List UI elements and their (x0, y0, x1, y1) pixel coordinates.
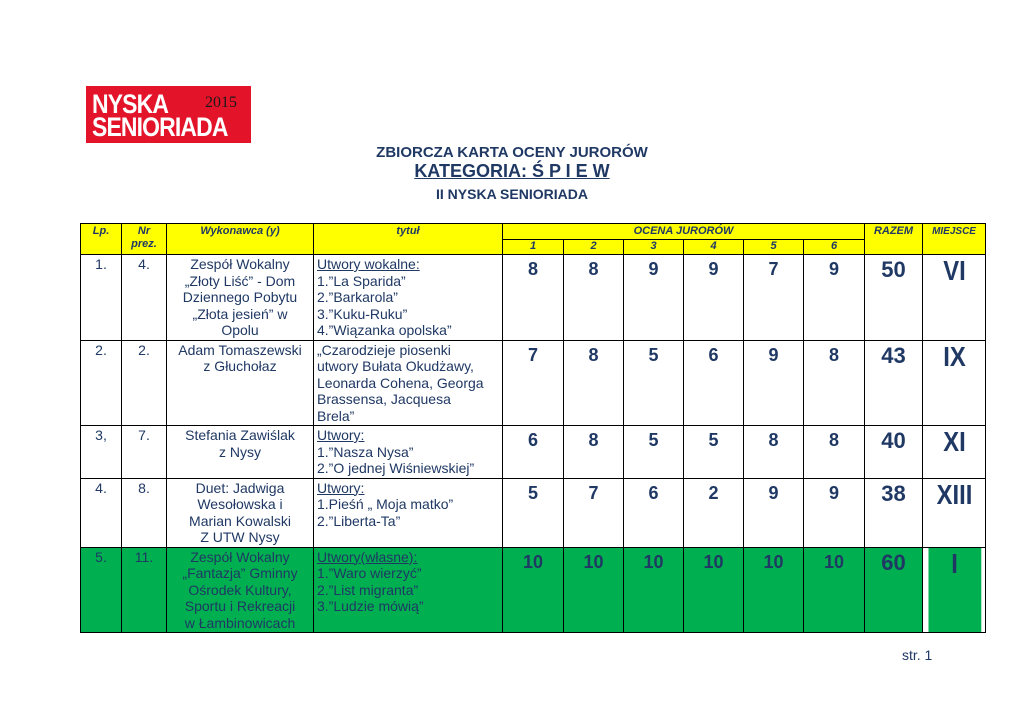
judge-score: 10 (804, 547, 865, 633)
header-total: RAZEM (865, 224, 923, 255)
table-row (81, 478, 986, 547)
title-line: 3.”Kuku-Ruku” (317, 305, 408, 322)
title-line: 1.”Waro wierzyć” (317, 565, 422, 581)
page-number: str. 1 (902, 647, 933, 663)
judge-score: 6 (624, 478, 684, 547)
header-lp: Lp. (81, 224, 122, 255)
judge-score: 10 (503, 547, 564, 633)
performer-line: Zespół Wokalny (190, 548, 290, 565)
row-total: 60 (865, 547, 923, 633)
header-judge: 5 (744, 240, 804, 255)
header-title: tytuł (314, 224, 503, 255)
judge-score: 7 (564, 478, 624, 547)
judge-score: 9 (744, 478, 804, 547)
judge-score: 8 (564, 255, 624, 341)
logo-text-nyska: NYSKA (92, 89, 169, 119)
title-line: 2.”Barkarola” (317, 289, 398, 305)
header-jury: OCENA JURORÓW (503, 224, 865, 240)
category-title: KATEGORIA: Ś P I E W (414, 161, 610, 181)
header-judge: 3 (624, 240, 684, 255)
judge-score: 5 (624, 426, 684, 479)
header-nr: Nr prez. (122, 224, 167, 255)
title-line: Brassensa, Jacquesa (317, 391, 451, 407)
title-line: 1.Pieśń „ Moja matko” (317, 496, 454, 512)
row-nr: 7. (122, 426, 167, 479)
row-titles (314, 255, 503, 341)
row-performer (167, 547, 314, 633)
judge-score: 6 (684, 340, 744, 426)
judge-score: 10 (684, 547, 744, 633)
judge-score: 8 (564, 340, 624, 426)
judge-score: 9 (744, 340, 804, 426)
judge-score: 9 (804, 255, 865, 341)
row-lp: 4. (81, 478, 122, 547)
titles-heading: Utwory: (317, 479, 365, 496)
header-judge: 4 (684, 240, 744, 255)
table-row (81, 426, 986, 479)
row-titles (314, 547, 503, 633)
title-line: Brela” (317, 407, 355, 424)
event-title: II NYSKA SENIORIADA (436, 186, 588, 202)
row-performer (167, 426, 314, 479)
table-body (81, 255, 986, 633)
row-titles (314, 478, 503, 547)
performer-line: Stefania Zawiślak (185, 427, 295, 443)
judge-score: 10 (624, 547, 684, 633)
scores-table (80, 223, 986, 633)
row-place: I (927, 547, 981, 633)
performer-line: Adam Tomaszewski (178, 341, 302, 358)
row-performer (167, 478, 314, 547)
performer-line: Ośrodek Kultury, (188, 581, 292, 598)
title-line: Leonarda Cohena, Georga (317, 374, 484, 391)
header-place: MIEJSCE (923, 224, 986, 255)
title-line: 2.”O jednej Wiśniewskiej” (317, 460, 475, 476)
header-judge: 2 (564, 240, 624, 255)
titles-heading: Utwory(własne): (317, 548, 418, 565)
title-line: 1.”Nasza Nysa” (317, 443, 414, 460)
performer-line: w Łambinowicach (184, 614, 296, 631)
row-total: 38 (865, 478, 923, 547)
table-header (81, 224, 986, 255)
performer-line: Dziennego Pobytu (182, 289, 298, 305)
table-row (81, 340, 986, 426)
judge-score: 5 (684, 426, 744, 479)
judge-score: 7 (503, 340, 564, 426)
header-judge: 1 (503, 240, 564, 255)
row-titles (314, 340, 503, 426)
titles-heading: Utwory: (317, 427, 365, 443)
performer-line: Sportu i Rekreacji (184, 598, 296, 614)
logo-year: 2015 (205, 94, 237, 111)
judge-score: 9 (804, 478, 865, 547)
row-performer (167, 255, 314, 341)
judge-score: 6 (503, 426, 564, 479)
title-line: 3.”Ludzie mówią” (317, 598, 424, 614)
row-total: 43 (865, 340, 923, 426)
row-place: VI (927, 255, 981, 341)
row-place: XIII (927, 478, 981, 547)
header-judge: 6 (804, 240, 865, 255)
performer-line: Zespół Wokalny (190, 256, 290, 272)
title-line: utwory Bułata Okudżawy, (317, 358, 474, 374)
performer-line: „Złota jesień” w (192, 305, 288, 322)
row-titles (314, 426, 503, 479)
judge-score: 10 (744, 547, 804, 633)
judge-score: 5 (624, 340, 684, 426)
title-line: 4.”Wiązanka opolska” (317, 322, 452, 338)
row-place: IX (927, 340, 981, 426)
performer-line: Wesołowska i (197, 496, 283, 512)
judge-score: 5 (503, 478, 564, 547)
title-line: „Czarodzieje piosenki (317, 341, 451, 358)
title-line: 1.”La Sparida” (317, 272, 406, 289)
judge-score: 10 (564, 547, 624, 633)
row-total: 50 (865, 255, 923, 341)
row-lp: 1. (81, 255, 122, 341)
row-total: 40 (865, 426, 923, 479)
row-lp: 3, (81, 426, 122, 479)
row-lp: 2. (81, 340, 122, 426)
header-performer: Wykonawca (y) (167, 224, 314, 255)
row-nr: 4. (122, 255, 167, 341)
judge-score: 8 (804, 426, 865, 479)
title-line: 2.”List migranta” (317, 581, 419, 598)
row-nr: 8. (122, 478, 167, 547)
logo-text-senioriada: SENIORIADA (92, 112, 228, 142)
performer-line: z Nysy (219, 443, 261, 460)
judge-score: 8 (564, 426, 624, 479)
title-line: 2.”Liberta-Ta” (317, 512, 401, 529)
judge-score: 8 (804, 340, 865, 426)
nyska-senioriada-logo (86, 86, 251, 143)
judge-score: 8 (503, 255, 564, 341)
titles-heading: Utwory wokalne: (317, 256, 420, 272)
judge-score: 8 (744, 426, 804, 479)
performer-line: Marian Kowalski (189, 512, 291, 529)
row-nr: 2. (122, 340, 167, 426)
row-place: XI (927, 426, 981, 479)
row-nr: 11. (122, 547, 167, 633)
row-lp: 5. (81, 547, 122, 633)
judge-score: 9 (624, 255, 684, 341)
performer-line: Opolu (221, 322, 259, 338)
judge-score: 2 (684, 478, 744, 547)
row-performer (167, 340, 314, 426)
judge-score: 9 (684, 255, 744, 341)
table-row (81, 255, 986, 341)
performer-line: Duet: Jadwiga (195, 479, 285, 496)
performer-line: „Złoty Liść” - Dom (184, 272, 296, 289)
judge-score: 7 (744, 255, 804, 341)
performer-line: Z UTW Nysy (200, 529, 280, 545)
performer-line: z Głuchołaz (203, 358, 277, 374)
table-row (81, 547, 986, 633)
document-title: ZBIORCZA KARTA OCENY JURORÓW (376, 144, 648, 161)
performer-line: „Fantazja” Gminny (182, 565, 298, 581)
